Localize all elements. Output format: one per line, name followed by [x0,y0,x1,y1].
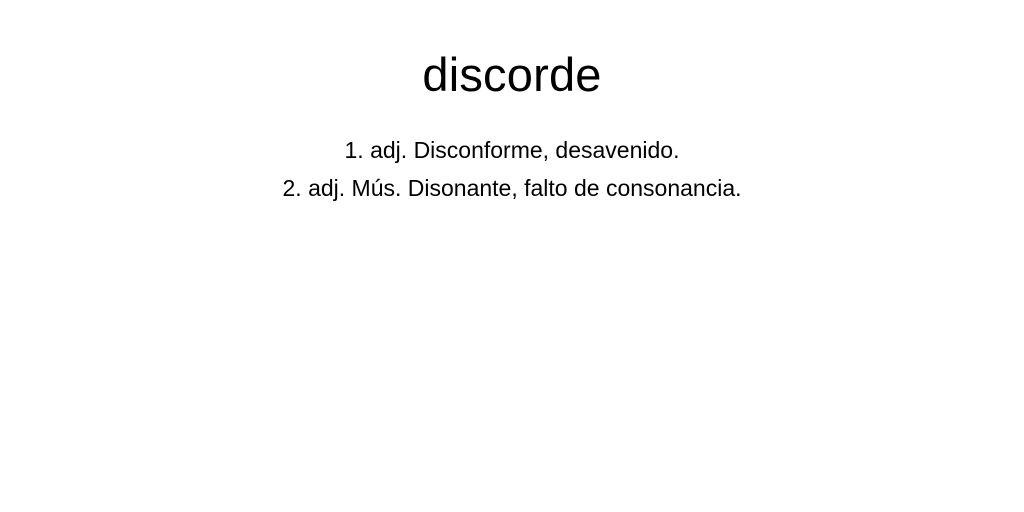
definition-category: adj. [370,137,408,163]
definition-text: Disconforme, desavenido. [413,137,680,163]
definition-list [0,131,1024,207]
definition-item [0,131,1024,169]
definition-item [0,169,1024,207]
definition-category: adj. [308,175,346,201]
definition-text: Mús. Disonante, falto de consonancia. [351,175,742,201]
definition-number: 2. [282,175,302,201]
definition-number: 1. [344,137,364,163]
headword-title: discorde [422,48,602,101]
